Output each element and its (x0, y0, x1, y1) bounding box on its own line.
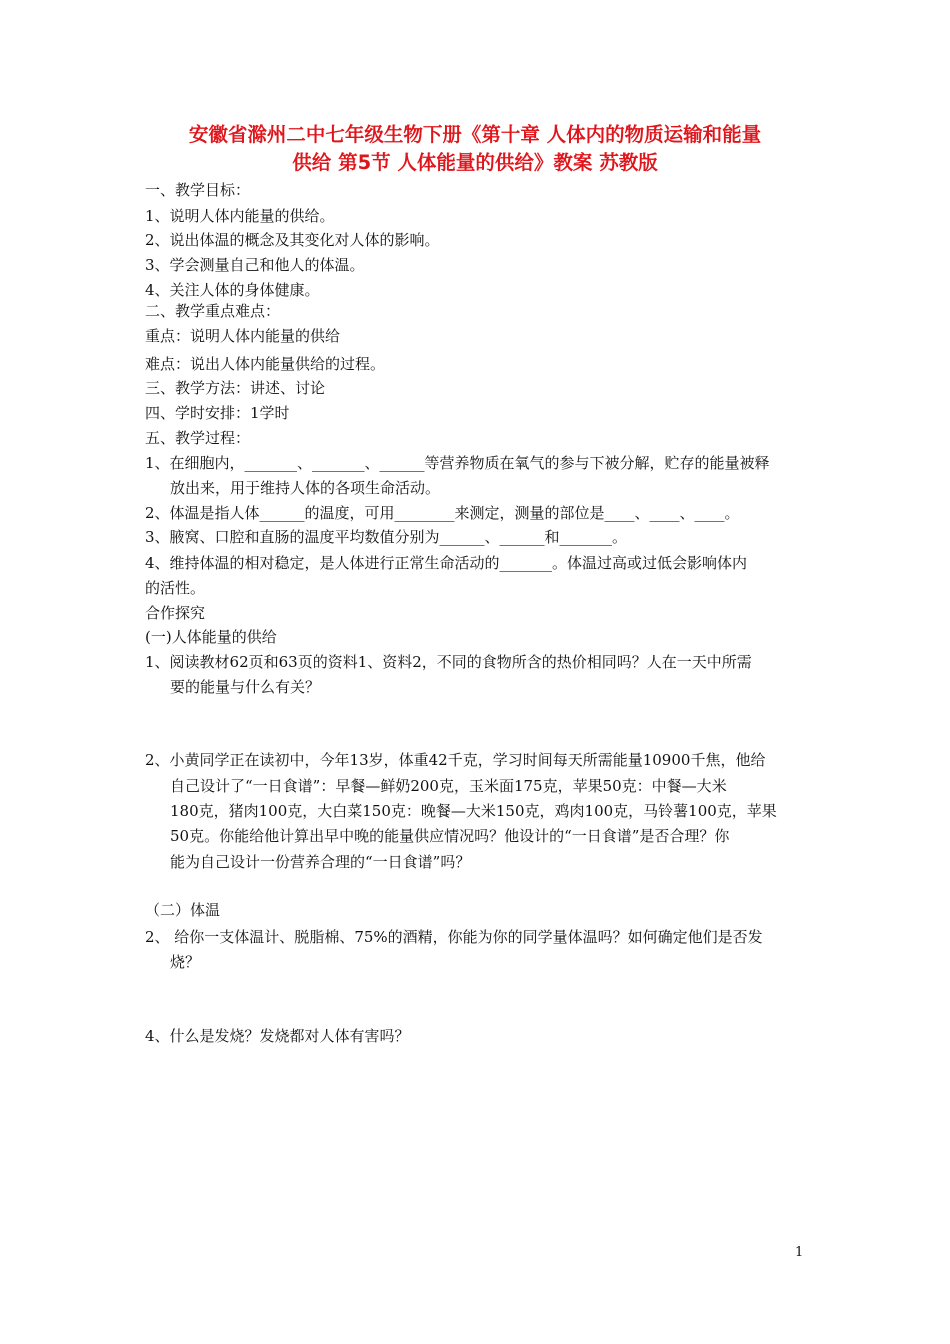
inquiry-question: 1、阅读教材62页和63页的资料1、资料2，不同的食物所含的热价相同吗？人在一天中所需 (145, 653, 752, 671)
objective-item: 4、关注人体的身体健康。 (145, 281, 320, 299)
section-process-heading: 五、教学过程： (145, 429, 251, 447)
inquiry-question: 2、小黄同学正在读初中，今年13岁，体重42千克，学习时间每天所需能量10900千焦，他给 (145, 751, 766, 769)
objective-item: 3、学会测量自己和他人的体温。 (145, 256, 365, 274)
inquiry-question-continuation: 180克，猪肉100克，大白菜150克：晚餐—大米150克，鸡肉100克，马铃薯100克，苹果 (170, 802, 777, 820)
objective-item: 1、说明人体内能量的供给。 (145, 207, 335, 225)
section-objectives-heading: 一、教学目标： (145, 181, 251, 199)
inquiry-question-continuation: 烧？ (170, 953, 201, 971)
inquiry-question: 2、 给你一支体温计、脱脂棉、75%的酒精，你能为你的同学量体温吗？如何确定他们是否发 (145, 928, 763, 946)
key-point-text: 重点：说明人体内能量的供给 (145, 327, 341, 345)
inquiry-question-continuation: 要的能量与什么有关？ (170, 678, 321, 696)
process-item: 4、维持体温的相对稳定，是人体进行正常生命活动的_______。体温过高或过低会影响体内 (145, 554, 748, 572)
energy-supply-subheading: (一)人体能量的供给 (145, 628, 277, 646)
objective-item: 2、说出体温的概念及其变化对人体的影响。 (145, 231, 440, 249)
process-item-continuation: 的活性。 (145, 579, 206, 597)
document-title-line-2: 供给 第5节 人体能量的供给》教案 苏教版 (292, 151, 658, 174)
process-item: 1、在细胞内，_______、_______、______等营养物质在氧气的参与下被分解，贮存的能量被释 (145, 454, 770, 472)
inquiry-question-continuation: 50克。你能给他计算出早中晚的能量供应情况吗？他设计的“一日食谱”是否合理？你 (170, 827, 730, 845)
process-item-continuation: 放出来，用于维持人体的各项生命活动。 (170, 479, 441, 497)
section-time: 四、学时安排：1学时 (145, 404, 290, 422)
body-temperature-subheading: （二）体温 (145, 901, 221, 919)
process-item: 2、体温是指人体______的温度，可用________来测定，测量的部位是____、____、____。 (145, 504, 740, 522)
document-title-line-1: 安徽省滁州二中七年级生物下册《第十章 人体内的物质运输和能量 (188, 123, 762, 146)
inquiry-question: 4、什么是发烧？发烧都对人体有害吗？ (145, 1027, 410, 1045)
section-methods: 三、教学方法：讲述、讨论 (145, 379, 326, 397)
process-item: 3、腋窝、口腔和直肠的温度平均数值分别为______、______和_______。 (145, 528, 628, 546)
inquiry-question-continuation: 能为自己设计一份营养合理的“一日食谱”吗？ (170, 853, 471, 871)
difficult-point-text: 难点：说出人体内能量供给的过程。 (145, 355, 386, 373)
cooperative-inquiry-heading: 合作探究 (145, 604, 206, 622)
page-number: 1 (795, 1245, 804, 1260)
inquiry-question-continuation: 自己设计了“一日食谱”：早餐—鲜奶200克，玉米面175克，苹果50克：中餐—大米 (170, 777, 727, 795)
section-key-points-heading: 二、教学重点难点： (145, 302, 281, 320)
